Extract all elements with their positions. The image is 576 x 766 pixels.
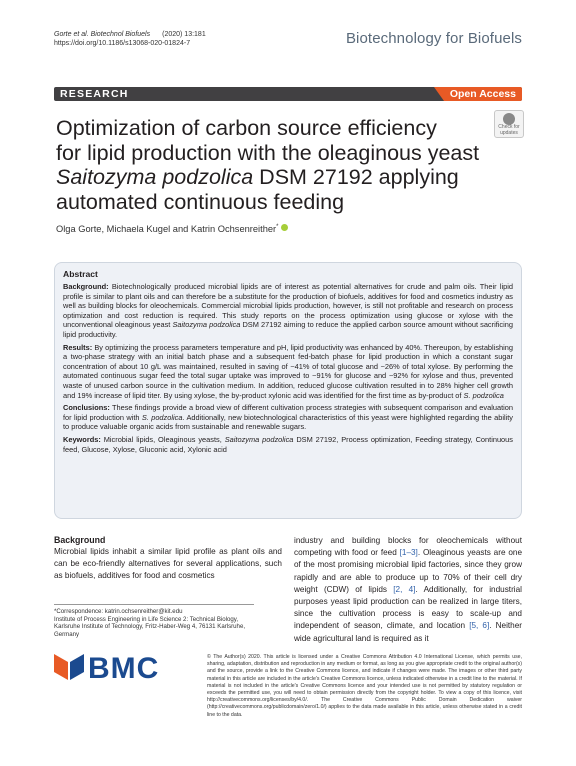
body-paragraph-left: Microbial lipids inhabit a similar lipid profile as plant oils and can be eco-friendly alternatives for several applications, such as biofuels, additives for food and cosmetics <box>54 547 282 581</box>
publisher-name: BMC <box>88 652 160 685</box>
bmc-logo-icon <box>54 650 86 684</box>
citation: Gorte et al. Biotechnol Biofuels <box>54 31 151 38</box>
citation-link[interactable]: [5, 6] <box>469 621 490 631</box>
abstract-keywords <box>63 435 513 454</box>
running-header <box>54 30 206 48</box>
article-title <box>56 116 496 214</box>
title-line-3 <box>56 165 496 190</box>
title-line-4: automated continuous feeding <box>56 189 345 214</box>
body-text-a: industry and building blocks for oleochemicals without competing with food or feed <box>294 536 522 558</box>
abstract-box <box>54 262 522 519</box>
citation-link[interactable]: [2, 4] <box>393 584 416 594</box>
background-species: Saitozyma podzolica <box>172 320 241 330</box>
year-page: (2020) 13:181 <box>162 31 206 38</box>
background-text: Biotechnologically produced microbial lipids are of interest as potential alternatives for crude and palm oils. Their lipid profile is similar to plant oils and can therefore be a substitute for the production of biofuels, additives for food and cosmetics industry as well as building blocks for oleochemicals. Commercial microbial lipids production, however, is still not profitable and research on process optimization and cost reduction is required. This study reports on the process optimization using glucose or xylose with the unconventional oleaginous yeast <box>63 282 513 330</box>
corresponding-mark: * <box>276 224 279 230</box>
correspondence-email: *Correspondence: katrin.ochsenreither@kit.edu <box>54 608 183 615</box>
title-strain: DSM 27192 applying <box>253 165 459 189</box>
keywords-end: DSM 27192, Process optimization, Feeding strategy, Continuous feed, Glucose, Xylose, Gluconic acid, Xylonic acid <box>63 434 513 454</box>
check-updates-line2: updates <box>500 129 518 136</box>
conclusions-species: S. podzolica <box>141 412 183 422</box>
results-label: Results: <box>63 342 93 352</box>
citation-link[interactable]: [1–3] <box>399 548 418 558</box>
author-list <box>56 224 288 234</box>
abstract-heading: Abstract <box>63 269 98 279</box>
background-end: DSM 27192 aiming to reduce the applied carbon source amount without sacrificing lipid productivity. <box>63 320 513 339</box>
title-line-2: for lipid production with the oleaginous yeast <box>56 140 480 165</box>
background-label: Background: <box>63 282 109 291</box>
body-text-c: . Additionally, for industrial purposes yeast lipid production can be realized in large titers, since the cultivation process is easy to scale-up and independent of season, climate, and location <box>294 584 522 631</box>
title-species: Saitozyma podzolica <box>56 165 254 189</box>
results-text: By optimizing the process parameters temperature and pH, lipid productivity was enhanced by 40%. Thereupon, by establishing a two-phase strategy with an initial batch phase and a subsequent fed-batch phase for lipid production in which a constant sugar concentration of about 10 g/L was maintained, resulted in saving of ~41% of total glucose and ~26% of total xylose. By performing the automated continuous sugar feed the total sugar uptake was improved to ~91% for glucose and ~92% for xylose and thus, prevented waste of unused carbon source in the cultivation medium. In addition, reduced glucose cultivation resulted in to 28% higher cell growth and 19% increase of lipid titer. By using xylose, the by-product xylonic acid was identified for the first time as by-product of <box>63 342 513 400</box>
article-type-banner <box>54 87 522 101</box>
open-access-badge: Open Access <box>444 87 522 101</box>
body-text-d: . Neither wide agricultural land is required as it <box>294 621 522 643</box>
correspondence-affiliation: Institute of Process Engineering in Life Science 2: Technical Biology, Karlsruhe Institute of Technology, Fritz-Haber-Weg 4, 76131 Karlsruhe, Germany <box>54 615 246 638</box>
article-type-label: RESEARCH <box>60 88 129 100</box>
body-column-right <box>294 535 522 645</box>
abstract-background <box>63 282 513 340</box>
keywords-species: Saitozyma podzolica <box>224 434 294 444</box>
results-species: S. podzolica <box>463 390 504 400</box>
conclusions-end: . Additionally, new biotechnological characteristics of this yeast were highlighted regarding the ability to produce valuable organic acids from sustainable and renewable sugars. <box>63 412 513 432</box>
body-text-b: . Oleaginous yeasts are one of the most promising microbial lipid factories, since they grow rapidly and are able to produce up to 70% of their cell dry weight (CDW) of lipids <box>294 548 522 594</box>
body-paragraph-right <box>294 535 522 645</box>
orcid-icon[interactable] <box>281 224 288 231</box>
correspondence-note <box>54 604 254 638</box>
check-updates-line1: Check for <box>498 124 520 130</box>
conclusions-text: These findings provide a broad view of different cultivation process strategies with subsequent comparison and evaluation for lipid production with <box>63 403 514 422</box>
conclusions-label: Conclusions: <box>63 403 110 413</box>
journal-name: Biotechnology for Biofuels <box>345 30 522 47</box>
author-names: Olga Gorte, Michaela Kugel and Katrin Ochsenreither <box>56 224 277 235</box>
keywords-start: Microbial lipids, Oleaginous yeasts, <box>103 434 222 444</box>
keywords-label: Keywords: <box>63 434 101 444</box>
body-column-left <box>54 535 282 583</box>
license-text: © The Author(s) 2020. This article is licensed under a Creative Commons Attribution 4.0 International License, which permits use, sharing, adaptation, distribution and reproduction in any medium or format, as long as you give appropriate credit to the original author(s) and the source, provide a link to the Creative Commons licence, and indicate if changes were made. The images or other third party material in this article are included in the article's Creative Commons licence, unless indicated otherwise in a credit line to the material. If material is not included in the article's Creative Commons licence and your intended use is not permitted by statutory regulation or exceeds the permitted use, you will need to obtain permission directly from the copyright holder. To view a copy of this licence, visit http://creativecommons.org/licenses/by/4.0/. The Creative Commons Public Domain Dedication waiver (http://creativecommons.org/publicdomain/zero/1.0/) applies to the data made available in this article, unless otherwise stated in a credit line to the data. <box>207 654 522 718</box>
check-for-updates-button[interactable] <box>494 110 524 138</box>
doi-link[interactable]: https://doi.org/10.1186/s13068-020-01824-7 <box>54 40 191 47</box>
abstract-results <box>63 343 513 401</box>
abstract-conclusions <box>63 403 513 432</box>
bmc-logo <box>54 650 194 684</box>
section-heading: Background <box>54 535 106 545</box>
title-line-1: Optimization of carbon source efficiency <box>56 116 437 140</box>
